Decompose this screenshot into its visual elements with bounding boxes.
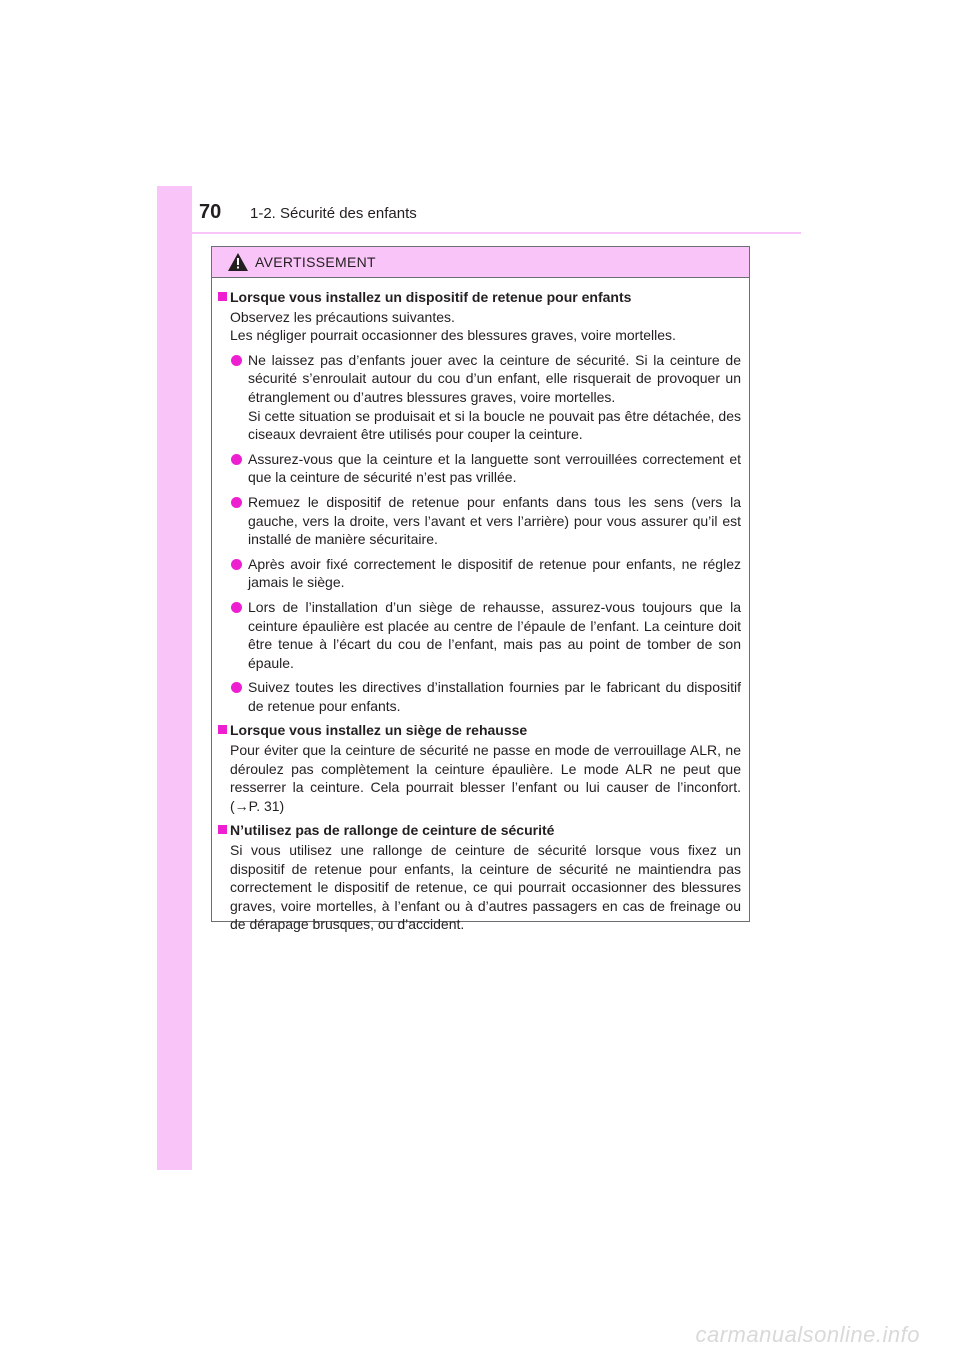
header-rule xyxy=(192,232,801,234)
round-bullet-icon xyxy=(231,559,242,570)
watermark: carmanualsonline.info xyxy=(695,1322,920,1347)
round-bullet-icon xyxy=(231,682,242,693)
round-bullet-icon xyxy=(231,454,242,465)
warning-section xyxy=(217,821,741,934)
section-heading: Lorsque vous installez un siège de rehausse xyxy=(217,721,741,740)
section-heading: Lorsque vous installez un dispositif de retenue pour enfants xyxy=(217,288,741,307)
page-number: 70 xyxy=(199,201,222,223)
warning-section xyxy=(217,288,741,715)
section-body: Pour éviter que la ceinture de sécurité ne passe en mode de verrouillage ALR, ne déroulez pas complètement la ceinture épaulière. Le mode ALR ne peut que resserrer la ceinture. Cela pourrait blesser l’enfant ou lui causer de l’inconfort. (→P. 31) xyxy=(230,742,741,814)
warning-section xyxy=(217,721,741,815)
list-item: Suivez toutes les directives d’installation fournies par le fabricant du dispositif de retenue pour enfants. xyxy=(217,678,741,715)
list-item: Assurez-vous que la ceinture et la languette sont verrouillées correctement et que la ceinture de sécurité n’est pas vrillée. xyxy=(217,450,741,487)
square-bullet-icon xyxy=(218,292,227,301)
side-color-band xyxy=(157,186,192,1170)
list-item: Ne laissez pas d’enfants jouer avec la ceinture de sécurité. Si la ceinture de sécurité s’enroulait autour du cou d’un enfant, elle risquerait de provoquer un étranglement ou d’autres blessures graves, voire mortelles. Si cette situation se produisait et si la boucle ne pouvait pas être détachée, des ciseaux devraient être utilisés pour couper la ceinture. xyxy=(217,351,741,444)
warning-content xyxy=(212,278,749,934)
warning-header xyxy=(212,247,749,278)
section-heading: N’utilisez pas de rallonge de ceinture de sécurité xyxy=(217,821,741,840)
list-item: Remuez le dispositif de retenue pour enfants dans tous les sens (vers la gauche, vers la droite, vers l’avant et vers l’arrière) pour vous assurer qu’il est installé de manière sécuritaire. xyxy=(217,493,741,549)
warning-box xyxy=(211,246,750,933)
round-bullet-icon xyxy=(231,355,242,366)
list-item: Lors de l’installation d’un siège de rehausse, assurez-vous toujours que la ceinture épaulière est placée au centre de l’épaule de l’enfant. La ceinture doit être tenue à l’écart du cou de l’enfant, mais pas au point de tomber de son épaule. xyxy=(217,598,741,672)
section-title: 1-2. Sécurité des enfants xyxy=(250,205,417,222)
warning-triangle-icon xyxy=(228,253,248,271)
warning-label: AVERTISSEMENT xyxy=(255,254,376,270)
round-bullet-icon xyxy=(231,602,242,613)
square-bullet-icon xyxy=(218,825,227,834)
round-bullet-icon xyxy=(231,497,242,508)
list-item: Après avoir fixé correctement le dispositif de retenue pour enfants, ne réglez jamais le siège. xyxy=(217,555,741,592)
section-intro: Observez les précautions suivantes. Les négliger pourrait occasionner des blessures graves, voire mortelles. xyxy=(230,308,676,344)
square-bullet-icon xyxy=(218,725,227,734)
section-body: Si vous utilisez une rallonge de ceinture de sécurité lorsque vous fixez un dispositif de retenue pour enfants, la ceinture de sécurité ne maintiendra pas correctement le dispositif de retenue, ce qui pourrait occasionner des blessures graves, voire mortelles, à l’enfant ou à d’autres passagers en cas de freinage ou de dérapage brusques, ou d’accident. xyxy=(230,842,741,933)
